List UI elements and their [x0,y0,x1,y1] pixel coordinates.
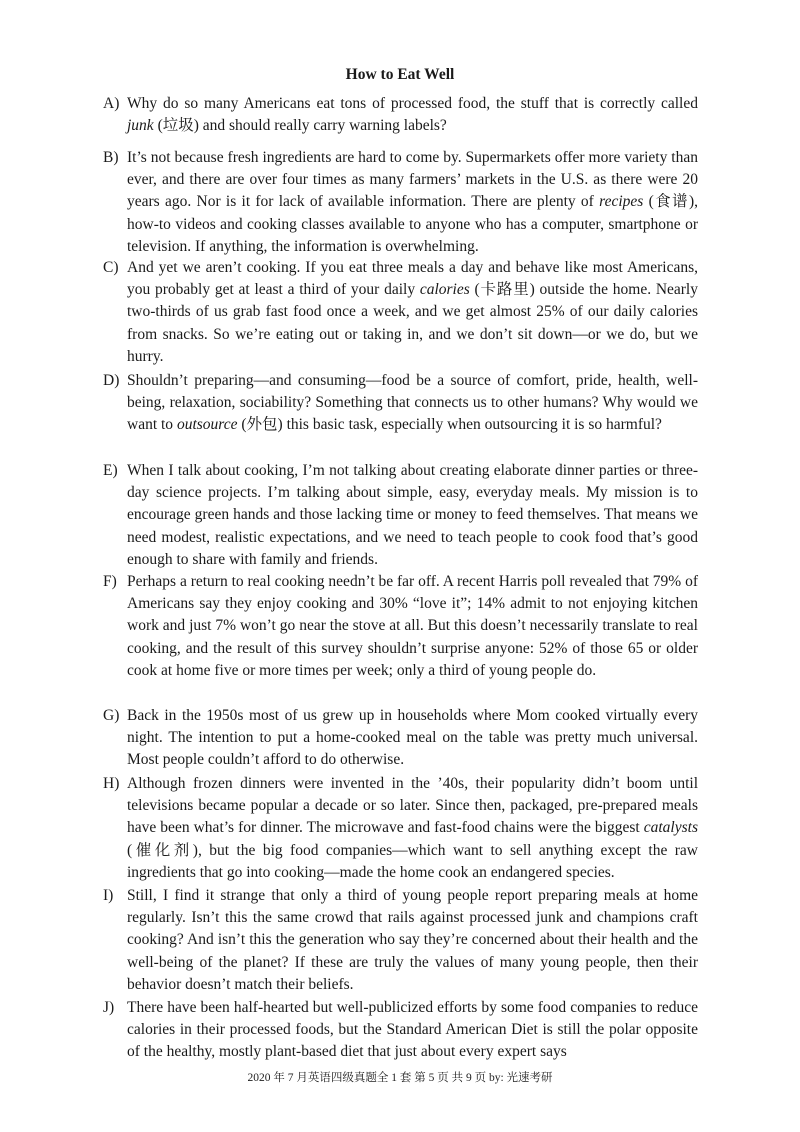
paragraph-text: Shouldn’t preparing—and consuming—food be a source of comfort, pride, health, well-being, relaxation, sociability? Something that connects us to other humans? Why would we want to [127,372,698,434]
paragraph-letter: H) [103,775,120,792]
paragraph-body [127,370,698,437]
paragraph-letter: J) [103,999,115,1016]
paragraph-text: (食谱), how-to videos and cooking classes available to anyone who has a computer, smartphone or television. If anything, the information is overwhelming. [127,193,698,255]
paragraph-letter: G) [103,707,120,724]
paragraph-a [103,93,698,137]
paragraph-d [103,370,698,437]
paragraph-body [127,571,698,682]
paragraph-text: Why do so many Americans eat tons of processed food, the stuff that is correctly called [127,95,698,112]
paragraph-body [127,257,698,368]
paragraph-j [103,997,698,1064]
paragraph-e [103,460,698,571]
paragraph-text: Perhaps a return to real cooking needn’t be far off. A recent Harris poll revealed that 79% of Americans say they enjoy cooking and 30% “love it”; 14% admit to not enjoying kitchen work and just 7% won’t go near the stove at all. But this doesn’t necessarily translate to real cooking, and the result of this survey shouldn’t surprise anyone: 52% of those 65 or older cook at home five or more times per week; only a third of young people do. [127,573,698,679]
paragraph-letter: C) [103,259,119,276]
paragraph-body [127,705,698,772]
paragraph-letter: B) [103,149,119,166]
paragraph-letter: I) [103,887,114,904]
paragraph-c [103,257,698,368]
paragraph-body [127,885,698,996]
paragraph-text: (外包) this basic task, especially when outsourcing it is so harmful? [237,416,662,434]
paragraph-letter: D) [103,372,120,389]
paragraph-text: Although frozen dinners were invented in the ’40s, their popularity didn’t boom until televisions became popular a decade or so later. Since then, packaged, pre-prepared meals have been what’s for dinner. The microwave and fast-food chains were the biggest [127,775,698,837]
italic-term: calories [419,281,470,299]
paragraph-body [127,460,698,571]
paragraph-text: (卡路里) outside the home. Nearly two-thirds of us grab fast food once a week, and we get almost 25% of our daily calories from snacks. So we’re eating out or taking in, and we don’t sit down—or we do, but we hurry. [127,281,698,365]
paragraph-g [103,705,698,772]
paragraph-text: (催化剂), but the big food companies—which want to sell anything except the raw ingredients that go into cooking—made the home cook an endangered species. [127,841,698,881]
italic-term: catalysts [643,819,698,837]
paragraph-text: (垃圾) and should really carry warning labels? [153,117,447,135]
paragraph-text: Still, I find it strange that only a third of young people report preparing meals at home regularly. Isn’t this the same crowd that rails against processed junk and champions craft cooking? And isn’t this the generation who say they’re concerned about their health and the well-being of the planet? If these are truly the values of many young people, then their behavior doesn’t match their beliefs. [127,887,698,993]
paragraph-body [127,147,698,258]
paragraph-letter: E) [103,462,118,479]
page-title: How to Eat Well [345,66,455,83]
paragraph-body [127,93,698,137]
paragraph-letter: A) [103,95,120,112]
italic-term: recipes [599,193,644,211]
paragraph-text: When I talk about cooking, I’m not talking about creating elaborate dinner parties or three-day science projects. I’m talking about simple, easy, everyday meals. My mission is to encourage green hands and those lacking time or money to feed themselves. That means we need modest, realistic expectations, and we need to teach people to cook food that’s good enough to share with family and friends. [127,462,698,568]
paragraph-h [103,773,698,884]
paragraph-b [103,147,698,258]
paragraph-i [103,885,698,996]
italic-term: junk [127,117,154,135]
paragraph-letter: F) [103,573,117,590]
paragraph-text: There have been half-hearted but well-publicized efforts by some food companies to reduce calories in their processed foods, but the Standard American Diet is still the polar opposite of the healthy, mostly plant-based diet that just about every expert says [127,999,698,1061]
paragraph-body [127,773,698,884]
paragraph-text: Back in the 1950s most of us grew up in households where Mom cooked virtually every night. The intention to put a home-cooked meal on the table was pretty much universal. Most people couldn’t afford to do otherwise. [127,707,698,769]
paragraph-text: It’s not because fresh ingredients are hard to come by. Supermarkets offer more variety than ever, and there are over four times as many farmers’ markets in the U.S. as there were 20 years ago. Nor is it for lack of available information. There are plenty of [127,149,698,211]
paragraph-body [127,997,698,1064]
page-footer: 2020 年 7 月英语四级真题全 1 套 第 5 页 共 9 页 by: 光速考研 [247,1072,553,1084]
italic-term: outsource [176,416,238,434]
paragraph-text: And yet we aren’t cooking. If you eat three meals a day and behave like most Americans, you probably get at least a third of your daily [127,259,698,299]
paragraph-f [103,571,698,682]
